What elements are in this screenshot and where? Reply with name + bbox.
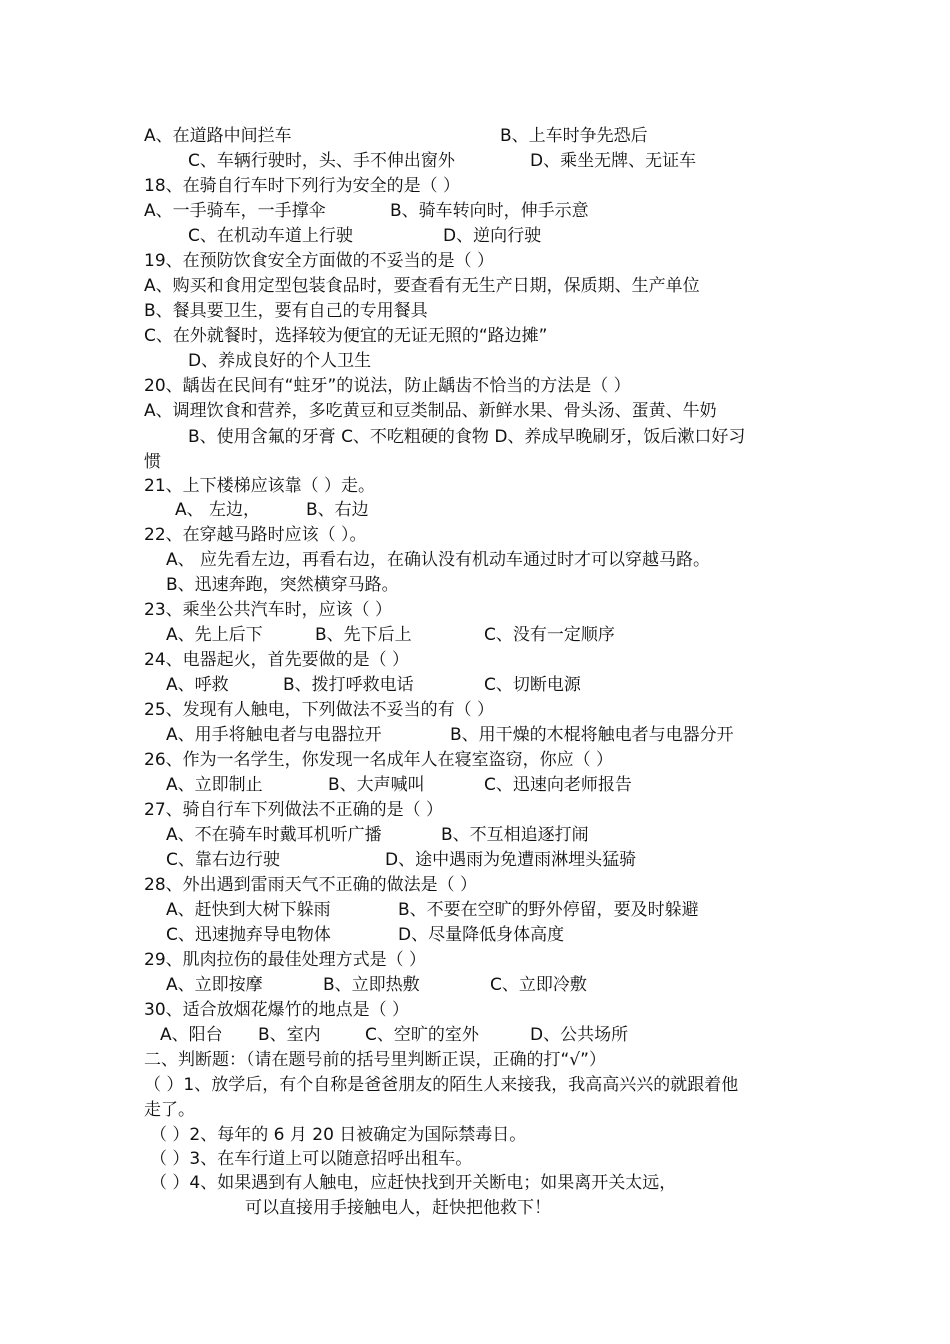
q28-option-d: D、尽量降低身体高度 — [398, 925, 565, 945]
q17-option-b: B、上车时争先恐后 — [500, 126, 648, 146]
q26-question: 26、作为一名学生，你发现一名成年人在寝室盗窃，你应（ ） — [144, 750, 614, 770]
q22-question: 22、在穿越马路时应该（ ）。 — [144, 525, 367, 545]
judge-item-4-cont: 可以直接用手接触电人，赶快把他救下！ — [245, 1198, 551, 1218]
q26-option-c: C、迅速向老师报告 — [484, 775, 632, 795]
section2-heading: 二、判断题：（请在题号前的括号里判断正误，正确的打“√”） — [144, 1050, 606, 1070]
judge-item-1-cont: 走了。 — [144, 1100, 195, 1120]
q28-question: 28、外出遇到雷雨天气不正确的做法是（ ） — [144, 875, 478, 895]
judge-item-1: （ ）1、放学后，有个自称是爸爸朋友的陌生人来接我，我高高兴兴的就跟着他 — [144, 1075, 739, 1095]
q27-question: 27、骑自行车下列做法不正确的是（ ） — [144, 800, 444, 820]
q27-option-d: D、途中遇雨为免遭雨淋埋头猛骑 — [385, 850, 637, 870]
q28-option-b: B、不要在空旷的野外停留，要及时躲避 — [398, 900, 699, 920]
q30-option-b: B、室内 — [258, 1025, 321, 1045]
q30-option-d: D、公共场所 — [530, 1025, 629, 1045]
q29-option-a: A、立即按摩 — [166, 975, 263, 995]
q25-question: 25、发现有人触电，下列做法不妥当的有（ ） — [144, 700, 495, 720]
q27-option-c: C、靠右边行驶 — [166, 850, 280, 870]
q20-option-a: A、调理饮食和营养，多吃黄豆和豆类制品、新鲜水果、骨头汤、蛋黄、牛奶 — [144, 401, 717, 421]
q19-option-c: C、在外就餐时，选择较为便宜的无证无照的“路边摊” — [144, 326, 548, 346]
q26-option-a: A、立即制止 — [166, 775, 263, 795]
q24-option-c: C、切断电源 — [484, 675, 581, 695]
q23-option-a: A、先上后下 — [166, 625, 263, 645]
q22-option-a: A、 应先看左边，再看右边，在确认没有机动车通过时才可以穿越马路。 — [166, 550, 711, 570]
q27-option-b: B、不互相追逐打闹 — [441, 825, 589, 845]
q19-option-b: B、餐具要卫生，要有自己的专用餐具 — [144, 301, 428, 321]
q18-option-b: B、骑车转向时，伸手示意 — [390, 201, 589, 221]
q17-option-d: D、乘坐无牌、无证车 — [530, 151, 697, 171]
judge-item-2: （ ）2、每年的 6 月 20 日被确定为国际禁毒日。 — [150, 1125, 527, 1145]
q28-option-c: C、迅速抛弃导电物体 — [166, 925, 331, 945]
q20-option-d-continued: 惯 — [144, 452, 161, 472]
q24-question: 24、电器起火，首先要做的是（ ） — [144, 650, 410, 670]
q29-option-c: C、立即冷敷 — [490, 975, 587, 995]
q21-question: 21、上下楼梯应该靠（ ）走。 — [144, 476, 376, 496]
q19-option-a: A、购买和食用定型包装食品时，要查看有无生产日期，保质期、生产单位 — [144, 276, 700, 296]
q22-option-b: B、迅速奔跑，突然横穿马路。 — [166, 575, 399, 595]
q25-option-b: B、用干燥的木棍将触电者与电器分开 — [450, 725, 734, 745]
q27-option-a: A、不在骑车时戴耳机听广播 — [166, 825, 382, 845]
q21-option-a: A、 左边， — [175, 500, 261, 520]
q19-question: 19、在预防饮食安全方面做的不妥当的是（ ） — [144, 251, 495, 271]
q24-option-a: A、呼救 — [166, 675, 229, 695]
q20-question: 20、龋齿在民间有“蛀牙”的说法，防止龋齿不恰当的方法是（ ） — [144, 376, 631, 396]
q26-option-b: B、大声喊叫 — [328, 775, 425, 795]
q24-option-b: B、拨打呼救电话 — [283, 675, 414, 695]
q18-option-d: D、逆向行驶 — [443, 226, 542, 246]
q29-question: 29、肌肉拉伤的最佳处理方式是（ ） — [144, 950, 427, 970]
q29-option-b: B、立即热敷 — [323, 975, 420, 995]
q18-question: 18、在骑自行车时下列行为安全的是（ ） — [144, 176, 461, 196]
q25-option-a: A、用手将触电者与电器拉开 — [166, 725, 382, 745]
q17-option-a: A、在道路中间拦车 — [144, 126, 292, 146]
q28-option-a: A、赶快到大树下躲雨 — [166, 900, 331, 920]
q30-option-c: C、空旷的室外 — [365, 1025, 479, 1045]
q20-options-bcd: B、使用含氟的牙膏 C、不吃粗硬的食物 D、养成早晚刷牙，饭后漱口好习 — [188, 427, 746, 447]
judge-item-3: （ ）3、在车行道上可以随意招呼出租车。 — [150, 1149, 473, 1169]
q18-option-a: A、一手骑车，一手撑伞 — [144, 201, 326, 221]
judge-item-4: （ ）4、如果遇到有人触电，应赶快找到开关断电；如果离开关太远， — [150, 1173, 677, 1193]
q19-option-d: D、养成良好的个人卫生 — [188, 351, 372, 371]
q30-question: 30、适合放烟花爆竹的地点是（ ） — [144, 1000, 410, 1020]
q21-option-b: B、右边 — [306, 500, 369, 520]
q18-option-c: C、在机动车道上行驶 — [188, 226, 353, 246]
q23-option-b: B、先下后上 — [315, 625, 412, 645]
q30-option-a: A、阳台 — [160, 1025, 223, 1045]
q23-question: 23、乘坐公共汽车时，应该（ ） — [144, 600, 393, 620]
q17-option-c: C、车辆行驶时，头、手不伸出窗外 — [188, 151, 455, 171]
q23-option-c: C、没有一定顺序 — [484, 625, 615, 645]
